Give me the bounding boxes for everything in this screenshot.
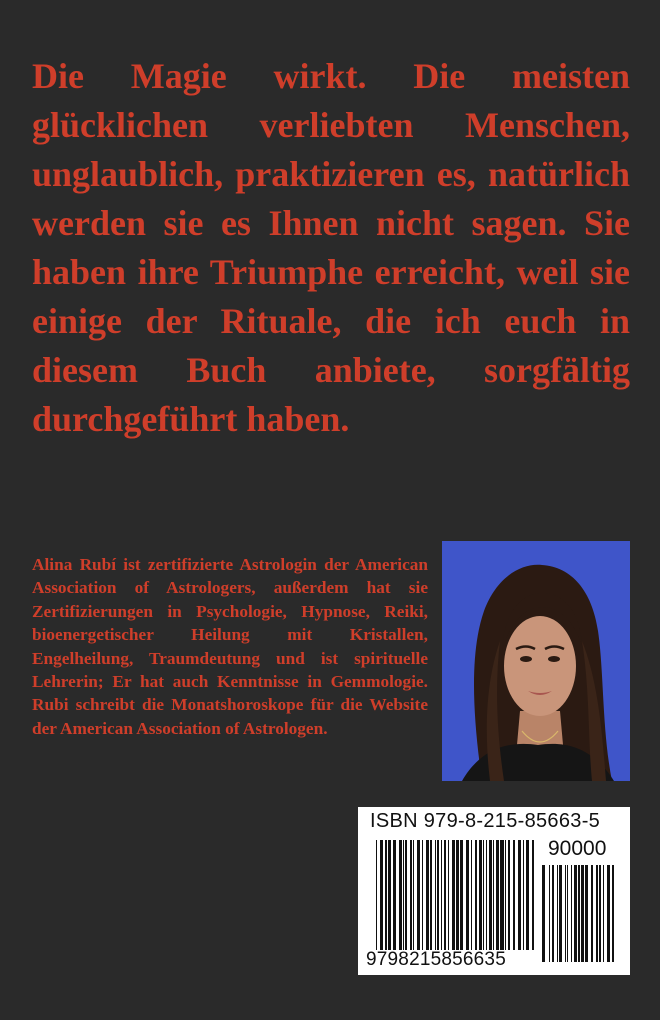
barcode-bar: [422, 840, 423, 950]
barcode-bar: [456, 840, 459, 950]
barcode-bar: [571, 865, 572, 962]
barcode-bar: [437, 840, 439, 950]
barcode-bar: [435, 840, 436, 950]
barcode-bar: [493, 840, 494, 950]
barcode-bar: [574, 865, 577, 962]
back-cover-blurb: Die Magie wirkt. Die meisten glücklichen verliebten Menschen, unglaublich, praktizieren es, natürlich werden sie es Ihnen nicht sagen. Sie haben ihre Triumphe erreicht, weil sie einige der Rituale, die ich euch in diesem Buch anbiete, sorgfältig durchgeführt haben.: [32, 56, 630, 439]
barcode-bar: [505, 840, 506, 950]
barcode-bar: [475, 840, 477, 950]
barcode-bar: [513, 840, 515, 950]
barcode-bar: [508, 840, 510, 950]
barcode-bar: [441, 840, 442, 950]
barcode-bar: [500, 840, 504, 950]
barcode-bar: [430, 840, 432, 950]
barcode-bar: [581, 865, 584, 962]
author-bio: Alina Rubí ist zertifizierte Astrologin der American Association of Astrologers, außerdem hat sie Zertifizierungen in Psychologie, Hypnose, Reiki, bioenergetischer Heilung mit Kristallen, Engelheilung, Traumdeutung und ist spirituelle Lehrerin; Er hat auch Kenntnisse in Gemmologie. Rubi schreibt die Monatshoroskope für die Website der American Association of Astrologen.: [32, 555, 428, 738]
barcode-bar: [426, 840, 429, 950]
barcode-bar: [444, 840, 446, 950]
barcode-bar: [542, 865, 545, 962]
barcode-bar: [599, 865, 601, 962]
barcode-bar: [585, 865, 588, 962]
barcode-bar: [399, 840, 402, 950]
barcode-bar: [417, 840, 420, 950]
barcode-bar: [496, 840, 499, 950]
barcode-bar: [567, 865, 568, 962]
ean-bars: [376, 840, 536, 962]
barcode-bar: [526, 840, 529, 950]
barcode-bar: [413, 840, 414, 950]
barcode-bar: [479, 840, 482, 950]
barcode-bar: [388, 840, 391, 950]
barcode-bar: [552, 865, 554, 962]
barcode-bar: [523, 840, 524, 950]
addon-bars: [542, 865, 614, 962]
author-photo: [442, 541, 630, 781]
barcode-bar: [380, 840, 383, 950]
barcode-bar: [591, 865, 593, 962]
barcode-bar: [532, 840, 534, 950]
barcode-bar: [448, 840, 449, 950]
barcode-bar: [460, 840, 463, 950]
barcode-bar: [466, 840, 469, 950]
barcode-bar: [557, 865, 558, 962]
isbn-barcode: [358, 807, 630, 975]
barcode-bar: [489, 840, 492, 950]
barcode-bar: [376, 840, 377, 950]
barcode-bar: [559, 865, 562, 962]
barcode-bar: [410, 840, 412, 950]
price-code: 90000: [548, 837, 607, 860]
barcode-bar: [471, 840, 472, 950]
barcode-bar: [565, 865, 566, 962]
barcode-bar: [385, 840, 387, 950]
barcode-bar: [612, 865, 614, 962]
barcode-bar: [596, 865, 598, 962]
barcode-bar: [607, 865, 610, 962]
barcode-bar: [483, 840, 484, 950]
ean-digits: 9798215856635: [366, 949, 506, 970]
barcode-bar: [393, 840, 396, 950]
barcode-bar: [603, 865, 604, 962]
barcode-bar: [518, 840, 521, 950]
barcode-bar: [403, 840, 404, 950]
barcode-bar: [452, 840, 455, 950]
isbn-label: ISBN 979-8-215-85663-5: [370, 810, 601, 832]
barcode-bar: [405, 840, 407, 950]
barcode-bar: [549, 865, 550, 962]
barcode-bar: [486, 840, 487, 950]
barcode-bar: [578, 865, 580, 962]
